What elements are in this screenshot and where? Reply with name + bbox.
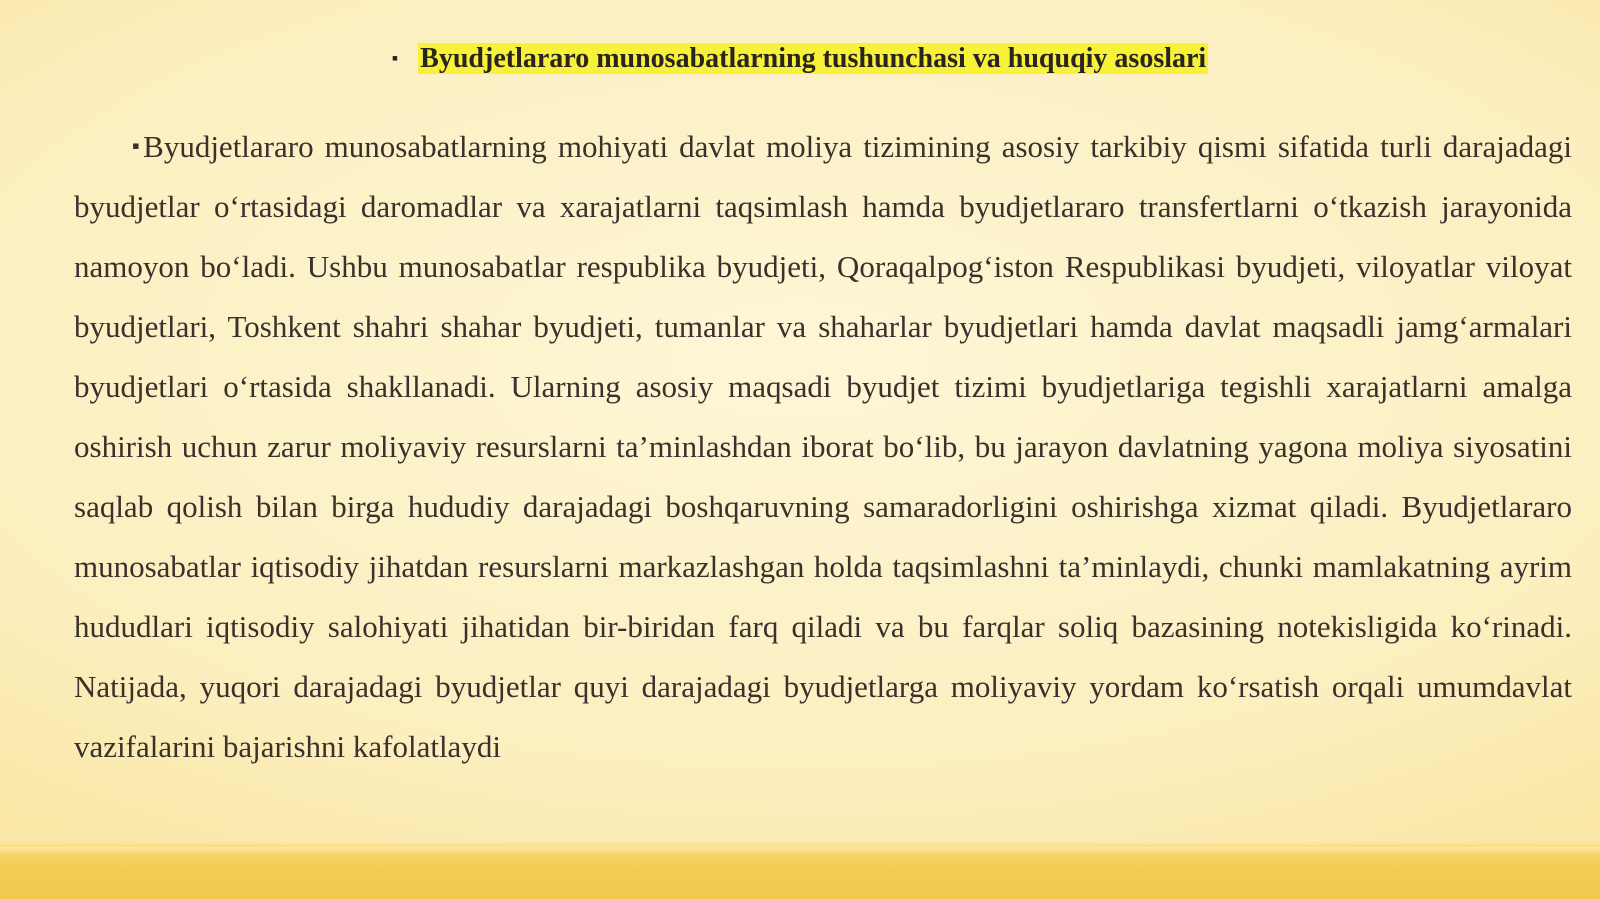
bottom-decorative-band	[0, 847, 1600, 899]
slide-title: Byudjetlararo munosabatlarning tushunchasi va huquqiy asoslari	[420, 43, 1207, 74]
body-bullet-icon: ▪	[132, 133, 144, 158]
slide-title-row	[0, 38, 1600, 79]
title-bullet-icon: ▪	[391, 48, 399, 68]
body-paragraph-text: Byudjetlararo munosabatlarning mohiyati davlat moliya tizimining asosiy tarkibiy qismi sifatida turli darajadagi byudjetlar o‘rtasidagi daromadlar va xarajatlarni taqsimlash hamda byudjetlararo transfertlarni o‘tkazish jarayonida namoyon bo‘ladi. Ushbu munosabatlar respublika byudjeti, Qoraqalpog‘iston Respublikasi byudjeti, viloyatlar viloyat byudjetlari, Toshkent shahri shahar byudjeti, tumanlar va shaharlar byudjetlari hamda davlat maqsadli jamg‘armalari byudjetlari o‘rtasida shakllanadi. Ularning asosiy maqsadi byudjet tizimi byudjetlariga tegishli xarajatlarni amalga oshirish uchun zarur moliyaviy resurslarni ta’minlashdan iborat bo‘lib, bu jarayon davlatning yagona moliya siyosatini saqlab qolish bilan birga hududiy darajadagi boshqaruvning samaradorligini oshirishga xizmat qiladi. Byudjetlararo munosabatlar iqtisodiy jihatdan resurslarni markazlashgan holda taqsimlashni ta’minlaydi, chunki mamlakatning ayrim hududlari iqtisodiy salohiyati jihatidan bir-biridan farq qiladi va bu farqlar soliq bazasining notekisligida ko‘rinadi. Natijada, yuqori darajadagi byudjetlar quyi darajadagi byudjetlarga moliyaviy yordam ko‘rsatish orqali umumdavlat vazifalarini bajarishni kafolatlaydi	[74, 129, 1572, 764]
body-paragraph	[74, 116, 1572, 777]
